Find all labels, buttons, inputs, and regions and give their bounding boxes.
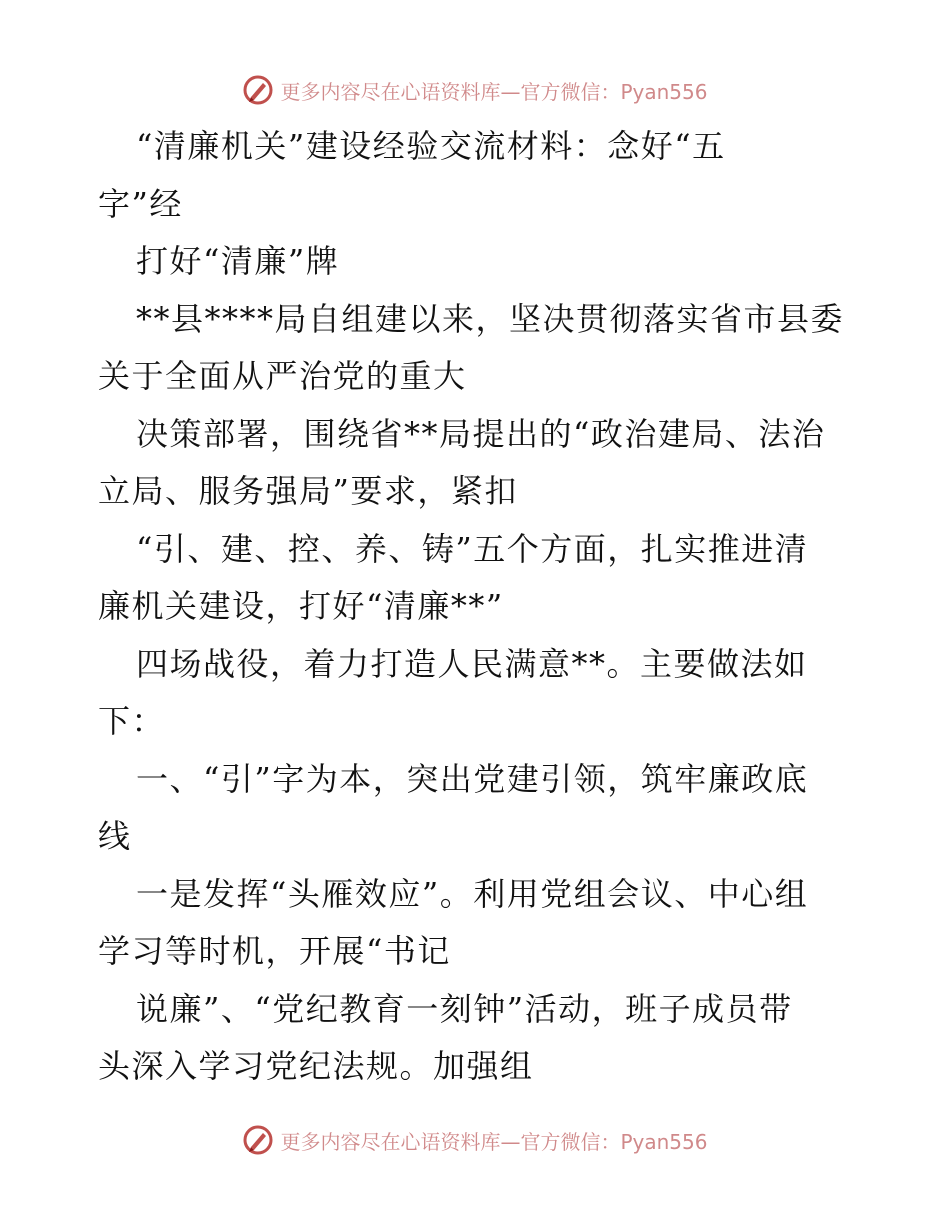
text-line: 下：: [98, 702, 166, 740]
watermark-text: 更多内容尽在心语资料库—官方微信：Pyan556: [280, 79, 708, 104]
text-line: “清廉机关”建设经验交流材料：念好“五: [136, 127, 726, 165]
text-line: **县****局自组建以来，坚决贯彻落实省市县委: [136, 299, 845, 338]
text-line: 廉机关建设，打好“清廉**”: [98, 587, 504, 625]
text-line: 头深入学习党纪法规。加强组: [98, 1047, 534, 1085]
text-line: 关于全面从严治党的重大: [98, 357, 467, 395]
header-watermark: [0, 70, 950, 110]
text-line: 一是发挥“头雁效应”。利用党组会议、中心组: [136, 874, 809, 913]
footer-watermark: [0, 1120, 950, 1160]
text-line: 一、“引”字为本，突出党建引领，筑牢廉政底: [136, 759, 809, 798]
text-line: “引、建、控、养、铸”五个方面，扎实推进清: [136, 529, 809, 568]
text-line: 立局、服务强局”要求，紧扣: [98, 472, 518, 510]
text-line: 打好“清廉”牌: [136, 242, 340, 280]
text-line: 说廉”、“党纪教育一刻钟”活动，班子成员带: [136, 989, 793, 1028]
text-line: 线: [98, 817, 132, 855]
text-line: 字”经: [98, 184, 183, 223]
text-line: 决策部署，围绕省**局提出的“政治建局、法治: [136, 414, 826, 453]
text-line: 四场战役，着力打造人民满意**。主要做法如: [136, 644, 808, 683]
watermark-text: 更多内容尽在心语资料库—官方微信：Pyan556: [280, 1129, 708, 1154]
pen-in-circle-icon: [242, 74, 274, 106]
document-body: [98, 118, 858, 1096]
text-line: 学习等时机，开展“书记: [98, 932, 451, 970]
pen-in-circle-icon: [242, 1124, 274, 1156]
